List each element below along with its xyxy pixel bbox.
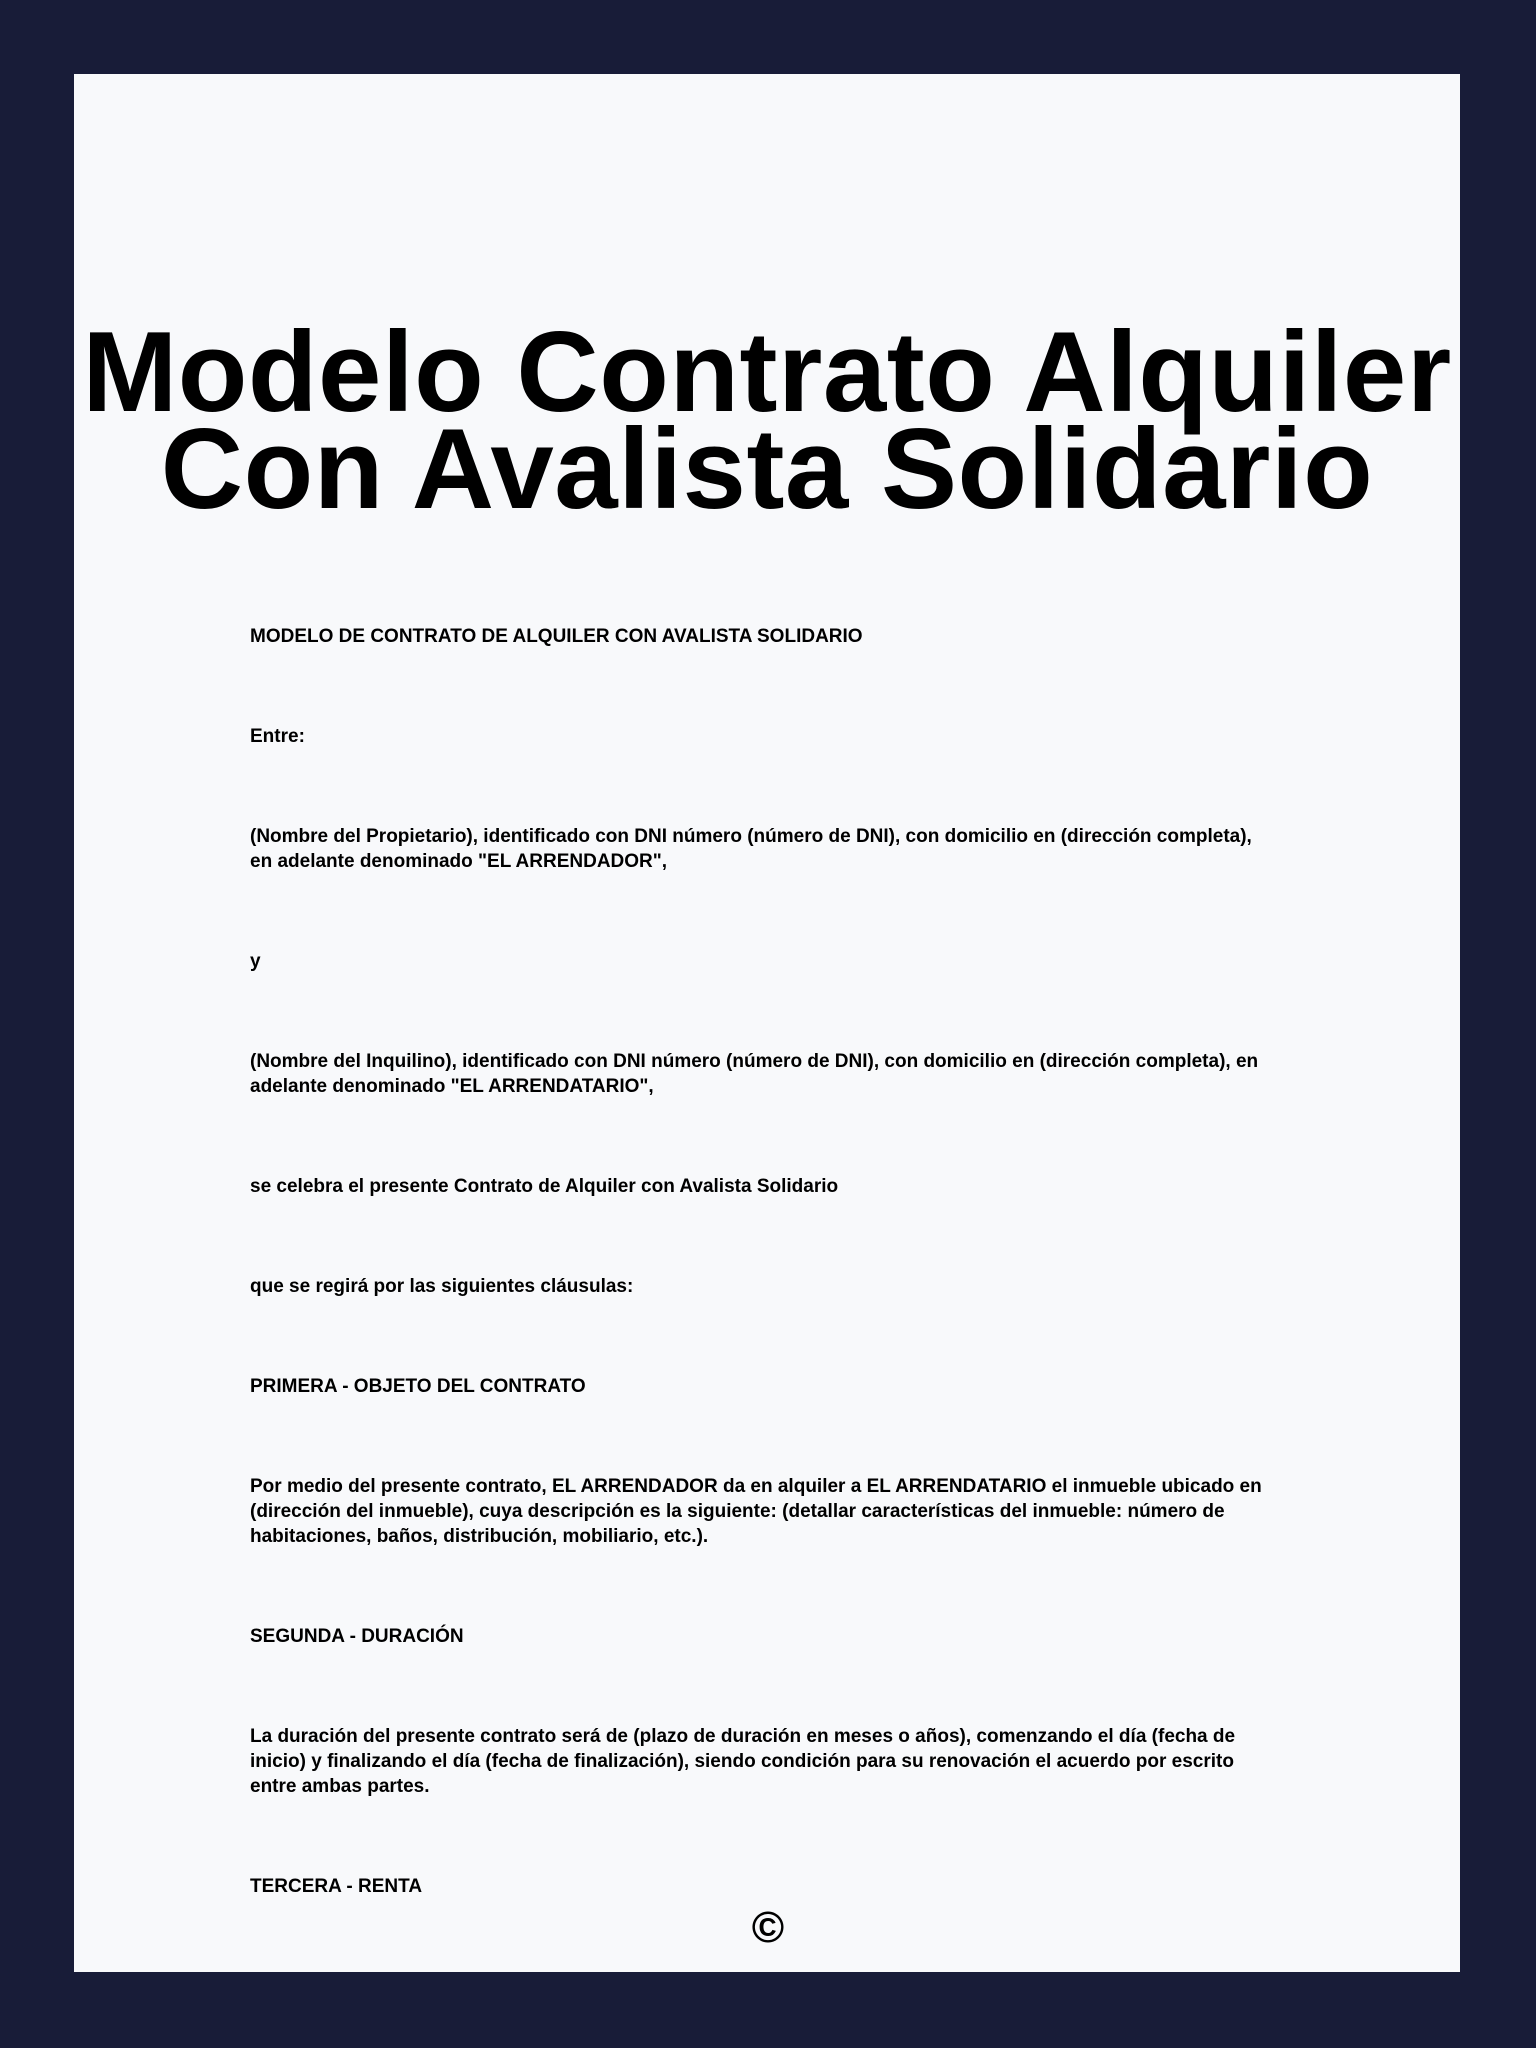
heading-contract: MODELO DE CONTRATO DE ALQUILER CON AVALISTA SOLIDARIO xyxy=(250,626,863,647)
paragraph-arrendador: (Nombre del Propietario), identificado con DNI número (número de DNI), con domicilio en (dirección completa), en adelante denominado "EL ARRENDADOR", xyxy=(250,826,1252,872)
heading-segunda: SEGUNDA - DURACIÓN xyxy=(250,1626,464,1647)
title-line-2: Con Avalista Solidario xyxy=(160,406,1374,533)
copyright-icon: © xyxy=(751,1903,785,1952)
document-title xyxy=(74,309,1460,533)
heading-tercera: TERCERA - RENTA xyxy=(250,1876,423,1897)
document-body xyxy=(250,624,1275,1974)
paragraph-clausulas: que se regirá por las siguientes cláusulas: xyxy=(250,1276,634,1297)
paragraph-entre: Entre: xyxy=(250,726,305,747)
title-line-1: Modelo Contrato Alquiler xyxy=(82,309,1452,436)
heading-primera: PRIMERA - OBJETO DEL CONTRATO xyxy=(250,1376,586,1397)
paragraph-duracion: La duración del presente contrato será de (plazo de duración en meses o años), comenzando el día (fecha de inicio) y finalizando el día (fecha de finalización), siendo condición para su renovación el acuerdo por escrito entre ambas partes. xyxy=(250,1726,1236,1797)
paragraph-arrendatario: (Nombre del Inquilino), identificado con DNI número (número de DNI), con domicilio en (dirección completa), en adelante denominado "EL ARRENDATARIO", xyxy=(250,1051,1259,1097)
document-page xyxy=(74,74,1460,1972)
paragraph-objeto: Por medio del presente contrato, EL ARRENDADOR da en alquiler a EL ARRENDATARIO el inmueble ubicado en (dirección del inmueble), cuya descripción es la siguiente: (detallar características del inmueble: número de habitaciones, baños, distribución, mobiliario, etc.). xyxy=(250,1476,1262,1547)
paragraph-y: y xyxy=(250,951,261,972)
paragraph-celebra: se celebra el presente Contrato de Alquiler con Avalista Solidario xyxy=(250,1176,839,1197)
